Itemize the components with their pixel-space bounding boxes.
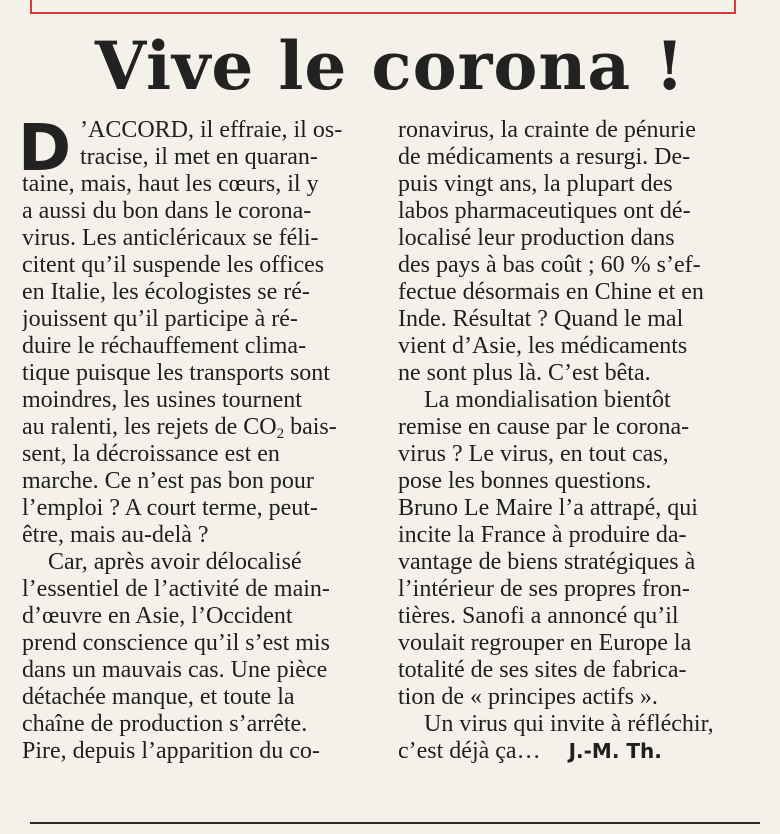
- bottom-rule: [30, 822, 760, 824]
- co2-subscript: 2: [276, 426, 285, 441]
- article-headline: Vive le corona !: [94, 27, 686, 105]
- text-line: tion de « principes actifs ».: [398, 684, 658, 710]
- text-line: taine, mais, haut les cœurs, il y: [22, 171, 319, 197]
- paragraph-start-line: Car, après avoir délocalisé: [48, 549, 302, 575]
- text-line: ne sont plus là. C’est bêta.: [398, 360, 651, 386]
- text-line: de médicaments a resurgi. De-: [398, 144, 691, 170]
- text-line: puis vingt ans, la plupart des: [398, 171, 673, 197]
- text-line: vient d’Asie, les médicaments: [398, 333, 688, 359]
- text-line: virus ? Le virus, en tout cas,: [398, 441, 669, 467]
- text-line: ronavirus, la crainte de pénurie: [398, 117, 696, 143]
- co2-text: au ralenti, les rejets de CO: [22, 414, 277, 440]
- text-line: tracise, il met en quaran-: [80, 144, 318, 170]
- text-line: virus. Les anticléricaux se féli-: [22, 225, 319, 251]
- text-line: Inde. Résultat ? Quand le mal: [398, 306, 684, 332]
- text-line: fectue désormais en Chine et en: [398, 279, 704, 305]
- text-line: totalité de ses sites de fabrica-: [398, 657, 687, 683]
- text-line: des pays à bas coût ; 60 % s’ef-: [398, 252, 701, 278]
- text-line: ’ACCORD, il effraie, il os-: [80, 117, 343, 143]
- text-line: l’emploi ? A court terme, peut-: [22, 495, 318, 521]
- text-line: l’intérieur de ses propres fron-: [398, 576, 690, 602]
- text-line: labos pharmaceutiques ont dé-: [398, 198, 691, 224]
- text-line: Pire, depuis l’apparition du co-: [22, 738, 320, 764]
- text-line: marche. Ce n’est pas bon pour: [22, 468, 314, 494]
- co2-suffix: bais-: [284, 414, 337, 440]
- text-line: a aussi du bon dans le corona-: [22, 198, 312, 224]
- text-line: tique puisque les transports sont: [22, 360, 330, 386]
- text-line: jouissent qu’il participe à ré-: [22, 306, 298, 332]
- top-frame-border: [30, 0, 736, 14]
- text-line: Bruno Le Maire l’a attrapé, qui: [398, 495, 698, 521]
- text-line: chaîne de production s’arrête.: [22, 711, 308, 737]
- text-line: d’œuvre en Asie, l’Occident: [22, 603, 293, 629]
- paragraph-start-line: Un virus qui invite à réfléchir,: [424, 711, 714, 737]
- text-line: dans un mauvais cas. Une pièce: [22, 657, 328, 683]
- text-line: détachée manque, et toute la: [22, 684, 295, 710]
- text-line: localisé leur production dans: [398, 225, 675, 251]
- text-line: remise en cause par le corona-: [398, 414, 690, 440]
- text-line: voulait regrouper en Europe la: [398, 630, 692, 656]
- text-line: tières. Sanofi a annoncé qu’il: [398, 603, 679, 629]
- closing-text: c’est déjà ça…: [398, 738, 541, 764]
- text-line: en Italie, les écologistes se ré-: [22, 279, 310, 305]
- text-line: incite la France à produire da-: [398, 522, 687, 548]
- paragraph-start-line: La mondialisation bientôt: [424, 387, 671, 413]
- text-line-co2: [22, 414, 374, 441]
- article-column-left: [22, 117, 374, 765]
- text-line: pose les bonnes questions.: [398, 468, 652, 494]
- article-column-right: [398, 117, 750, 765]
- text-line: l’essentiel de l’activité de main-: [22, 576, 330, 602]
- text-line: citent qu’il suspende les offices: [22, 252, 325, 278]
- drop-cap: D: [18, 112, 72, 186]
- text-line: moindres, les usines tournent: [22, 387, 302, 413]
- text-line-signature: [398, 738, 750, 765]
- text-line: duire le réchauffement clima-: [22, 333, 307, 359]
- text-line: prend conscience qu’il s’est mis: [22, 630, 330, 656]
- text-line: sent, la décroissance est en: [22, 441, 280, 467]
- text-line: être, mais au-delà ?: [22, 522, 209, 548]
- text-line: vantage de biens stratégiques à: [398, 549, 696, 575]
- author-signature: J.-M. Th.: [568, 739, 662, 763]
